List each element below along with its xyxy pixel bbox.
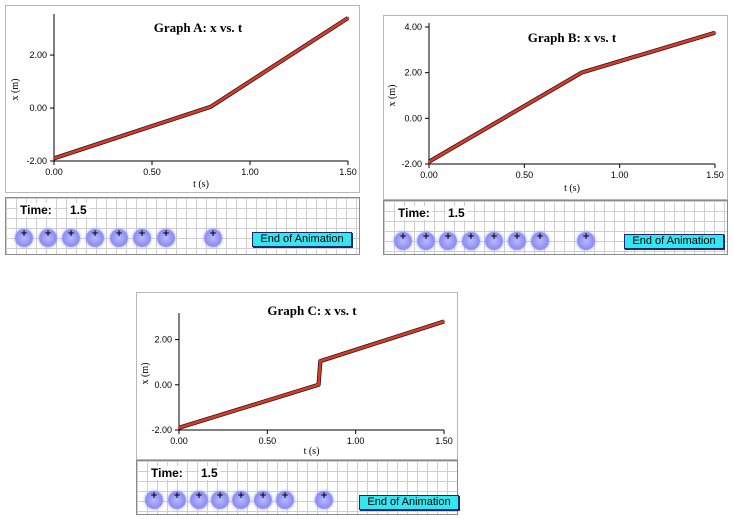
x-axis-label: t (s) xyxy=(303,446,320,457)
x-tick-label: 0.00 xyxy=(45,167,63,177)
chart-title: Graph B: x vs. t xyxy=(527,30,617,45)
object-position-dot xyxy=(39,229,57,247)
x-tick-label: 0.00 xyxy=(420,170,438,180)
object-position-dot xyxy=(15,229,33,247)
object-position-dot xyxy=(211,491,229,509)
graph-c-chart xyxy=(137,293,459,461)
series-line-shadow xyxy=(429,33,715,162)
animation-c xyxy=(136,460,458,515)
object-position-dot xyxy=(577,232,595,250)
time-label: Time: xyxy=(151,466,183,480)
object-position-dot xyxy=(86,229,104,247)
data-point xyxy=(317,384,319,386)
animation-a xyxy=(5,197,360,255)
series-line-shadow xyxy=(54,18,348,158)
y-tick-label: -2.00 xyxy=(401,159,422,169)
object-position-dot xyxy=(110,229,128,247)
object-position-dot xyxy=(232,491,250,509)
y-tick-label: 2.00 xyxy=(404,67,422,78)
graph-b-chart xyxy=(384,16,729,201)
x-tick-label: 0.50 xyxy=(515,170,534,180)
y-tick-label: 0.00 xyxy=(154,379,172,390)
end-of-animation-button[interactable]: End of Animation xyxy=(359,495,459,510)
y-tick-label: -2.00 xyxy=(26,156,47,166)
y-tick-label: 0.00 xyxy=(29,103,47,114)
y-tick-label: -2.00 xyxy=(151,425,172,435)
object-position-dot xyxy=(254,491,272,509)
graph-a-frame xyxy=(5,5,360,193)
x-tick-label: 1.00 xyxy=(241,167,259,177)
data-point xyxy=(443,320,445,322)
chart-title: Graph C: x vs. t xyxy=(267,303,357,318)
y-axis-label: x (m) xyxy=(140,362,151,385)
chart-title: Graph A: x vs. t xyxy=(153,20,243,35)
object-position-dot xyxy=(190,491,208,509)
y-axis-label: x (m) xyxy=(387,84,398,107)
end-of-animation-button[interactable]: End of Animation xyxy=(252,232,352,247)
data-point xyxy=(178,427,180,429)
x-tick-label: 0.00 xyxy=(170,436,188,446)
object-position-dot xyxy=(168,491,186,509)
object-position-dot xyxy=(133,229,151,247)
x-tick-label: 1.00 xyxy=(610,170,629,180)
y-axis-label: x (m) xyxy=(10,78,21,101)
data-point xyxy=(53,157,55,159)
x-tick-label: 0.50 xyxy=(143,167,161,177)
x-tick-label: 1.50 xyxy=(706,170,724,180)
y-tick-label: 0.00 xyxy=(404,113,422,124)
time-label: Time: xyxy=(20,203,52,217)
data-point xyxy=(714,32,716,34)
end-of-animation-button[interactable]: End of Animation xyxy=(624,234,724,249)
y-tick-label: 2.00 xyxy=(154,334,172,345)
animation-b xyxy=(383,200,728,255)
time-value: 1.5 xyxy=(201,466,218,480)
time-value: 1.5 xyxy=(448,206,465,220)
graph-c-frame xyxy=(136,292,458,460)
object-position-dot xyxy=(62,229,80,247)
data-point xyxy=(347,17,349,19)
y-tick-label: 2.00 xyxy=(29,50,47,61)
time-value: 1.5 xyxy=(70,203,87,217)
object-position-dot xyxy=(145,491,163,509)
data-point xyxy=(319,360,321,362)
object-position-dot xyxy=(417,232,435,250)
x-tick-label: 1.50 xyxy=(339,167,357,177)
data-point xyxy=(210,106,212,108)
time-label: Time: xyxy=(398,206,430,220)
object-position-dot xyxy=(508,232,526,250)
object-position-dot xyxy=(462,232,480,250)
object-position-dot xyxy=(485,232,503,250)
x-tick-label: 1.00 xyxy=(346,436,365,446)
series-line xyxy=(179,322,444,428)
x-tick-label: 0.50 xyxy=(258,436,277,446)
object-position-dot xyxy=(315,491,333,509)
object-position-dot xyxy=(276,491,294,509)
object-position-dot xyxy=(157,229,175,247)
y-tick-label: 4.00 xyxy=(404,22,422,32)
object-position-dot xyxy=(204,229,222,247)
series-line xyxy=(429,33,715,162)
graph-a-chart xyxy=(6,6,361,194)
object-position-dot xyxy=(394,232,412,250)
series-line-shadow xyxy=(179,322,444,428)
data-point xyxy=(580,71,582,73)
object-position-dot xyxy=(531,232,549,250)
object-position-dot xyxy=(439,232,457,250)
series-line xyxy=(54,18,348,158)
graph-b-frame xyxy=(383,15,728,200)
x-tick-label: 1.50 xyxy=(435,436,453,446)
data-point xyxy=(428,161,430,163)
x-axis-label: t (s) xyxy=(564,183,580,194)
x-axis-label: t (s) xyxy=(193,179,209,190)
